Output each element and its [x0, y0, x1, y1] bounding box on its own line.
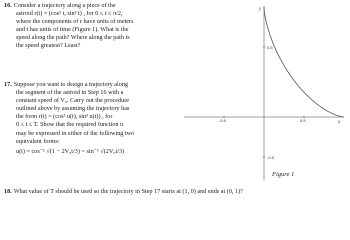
problem-18 [4, 188, 243, 196]
problem-16-line-2: astroid r(t) = (cos³ t, sin³ t) , for 0 ≤ t ≤ π/2, [16, 10, 123, 18]
astroid-plot [178, 0, 346, 186]
problem-17-line-4: outlined above by assuming the trajectory has [16, 105, 130, 113]
problem-16-line-4: and t has units of time (Figure 1). What is the [16, 26, 129, 34]
problem-16-line-5: speed along the path? Where along the path is [16, 34, 130, 42]
problem-18-number: 18. [4, 188, 12, 195]
problem-17-equation: u(t) = cos⁻¹ √(1 − 2V₀t/3) = sin⁻¹ √(2V₀t/3) [16, 147, 125, 155]
problem-17-line-2: the segment of the astroid in Step 16 with a [16, 89, 124, 97]
figure-1-plot [178, 0, 346, 186]
problem-17-line-1: 17. Suppose you want to design a trajectory along [4, 81, 129, 88]
problem-18-text: What value of T should be used so the trajectory in Step 17 starts at (1, 0) and ends at (0, 1)? [13, 188, 243, 195]
problem-16-line-6: the speed greatest? Least? [16, 42, 81, 50]
problem-16-line-3: where the components of r have units of meters [16, 18, 134, 26]
y-tick-label-pos: 0.5 [267, 45, 273, 50]
problem-17-line-6: 0 ≤ t ≤ T. Show that the required function u [16, 121, 124, 129]
problem-17 [4, 81, 166, 156]
problem-17-number: 17. [4, 81, 12, 88]
y-axis-label: y [259, 7, 262, 12]
problem-16-line-1: 16. Consider a trajectory along a piece of the [4, 2, 116, 9]
x-tick-label-pos: 0.5 [300, 118, 306, 123]
problem-16-number: 16. [4, 2, 12, 9]
problem-16 [4, 2, 166, 51]
x-tick-label-neg: -0.5 [219, 118, 226, 123]
problem-17-line-3: constant speed of V₀. Carry out the procedure [16, 97, 130, 105]
x-axis-label: x [338, 120, 341, 125]
astroid-curve [264, 7, 344, 117]
problem-17-line-8: equivalent forms: [16, 137, 60, 145]
problem-17-line-5: the form r(t) = (cos³ u(t), sin³ u(t)) , for [16, 113, 113, 121]
y-tick-label-neg: -0.5 [267, 155, 274, 160]
problem-17-line-7: may be expressed in either of the following two [16, 129, 135, 137]
figure-caption: Figure 1 [272, 171, 295, 178]
